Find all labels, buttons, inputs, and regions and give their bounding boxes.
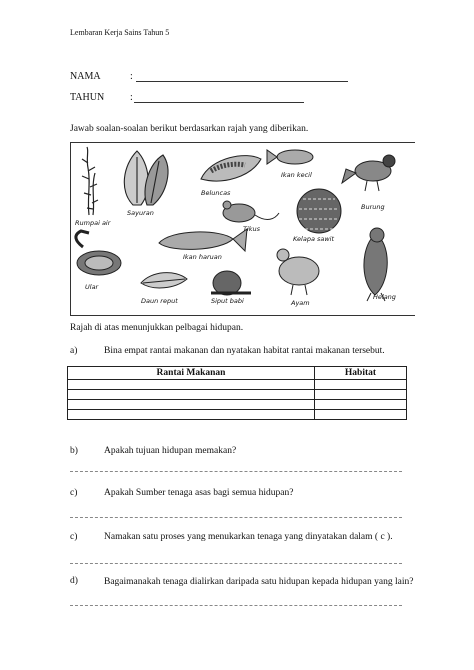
tahun-label: TAHUN — [70, 92, 105, 103]
worksheet-header: Lembaran Kerja Sains Tahun 5 — [70, 28, 170, 37]
answer-line-c2[interactable] — [70, 563, 402, 564]
ular-icon — [76, 231, 121, 275]
table-cell[interactable] — [315, 410, 407, 420]
ikan-kecil-icon — [267, 150, 313, 164]
table-row — [68, 390, 407, 400]
caption-ular: Ular — [85, 283, 99, 291]
nama-colon: : — [130, 71, 133, 82]
kelapa-sawit-icon — [297, 189, 341, 233]
caption-burung: Burung — [361, 203, 385, 211]
question-a-number: a) — [70, 346, 78, 356]
siput-babi-icon — [211, 271, 251, 295]
question-c-text: Apakah Sumber tenaga asas bagi semua hidupan? — [104, 488, 294, 498]
daun-reput-icon — [141, 273, 187, 288]
table-row — [68, 410, 407, 420]
caption-rumpai-air: Rumpai air — [75, 219, 111, 227]
table-header-habitat: Habitat — [315, 367, 407, 380]
caption-beluncas: Beluncas — [201, 189, 231, 197]
ayam-icon — [277, 249, 319, 295]
beluncas-icon — [201, 156, 261, 181]
table-cell[interactable] — [68, 410, 315, 420]
question-b-number: b) — [70, 446, 78, 456]
nama-field[interactable] — [136, 81, 348, 82]
ikan-haruan-icon — [159, 229, 247, 251]
answer-line-b[interactable] — [70, 471, 402, 472]
rumpai-air-icon — [82, 147, 98, 215]
caption-ikan-haruan: Ikan haruan — [183, 253, 222, 261]
table-cell[interactable] — [315, 390, 407, 400]
question-c2-number: c) — [70, 532, 78, 542]
sayuran-icon — [124, 151, 168, 205]
answer-line-d[interactable] — [70, 605, 402, 606]
table-header-rantai-makanan: Rantai Makanan — [68, 367, 315, 380]
caption-helang: Helang — [373, 293, 396, 301]
caption-daun-reput: Daun reput — [141, 297, 178, 305]
burung-icon — [342, 155, 395, 191]
helang-icon — [364, 228, 387, 301]
question-c-number: c) — [70, 488, 78, 498]
caption-ikan-kecil: Ikan kecil — [281, 171, 312, 179]
caption-tikus: Tikus — [243, 225, 261, 233]
intro-text: Rajah di atas menunjukkan pelbagai hidupan. — [70, 323, 244, 333]
caption-sayuran: Sayuran — [127, 209, 154, 217]
food-chain-table — [67, 366, 407, 420]
tikus-icon — [223, 201, 279, 222]
table-cell[interactable] — [315, 380, 407, 390]
question-d-text: Bagaimanakah tenaga dialirkan daripada satu hidupan kepada hidupan yang lain? — [104, 577, 414, 587]
table-cell[interactable] — [68, 400, 315, 410]
instruction-text: Jawab soalan-soalan berikut berdasarkan rajah yang diberikan. — [70, 124, 309, 134]
table-row — [68, 400, 407, 410]
answer-line-c[interactable] — [70, 517, 402, 518]
caption-kelapa-sawit: Kelapa sawit — [293, 235, 335, 243]
organism-diagram — [70, 142, 415, 316]
nama-label: NAMA — [70, 71, 101, 82]
tahun-colon: : — [130, 92, 133, 103]
table-cell[interactable] — [315, 400, 407, 410]
question-b-text: Apakah tujuan hidupan memakan? — [104, 446, 237, 456]
table-cell[interactable] — [68, 390, 315, 400]
question-a-text: Bina empat rantai makanan dan nyatakan habitat rantai makanan tersebut. — [104, 346, 385, 356]
table-row — [68, 380, 407, 390]
question-c2-text: Namakan satu proses yang menukarkan tenaga yang dinyatakan dalam ( c ). — [104, 532, 393, 542]
caption-siput-babi: Siput babi — [211, 297, 244, 305]
table-cell[interactable] — [68, 380, 315, 390]
tahun-field[interactable] — [134, 102, 304, 103]
caption-ayam: Ayam — [291, 299, 310, 307]
question-d-number: d) — [70, 576, 78, 586]
